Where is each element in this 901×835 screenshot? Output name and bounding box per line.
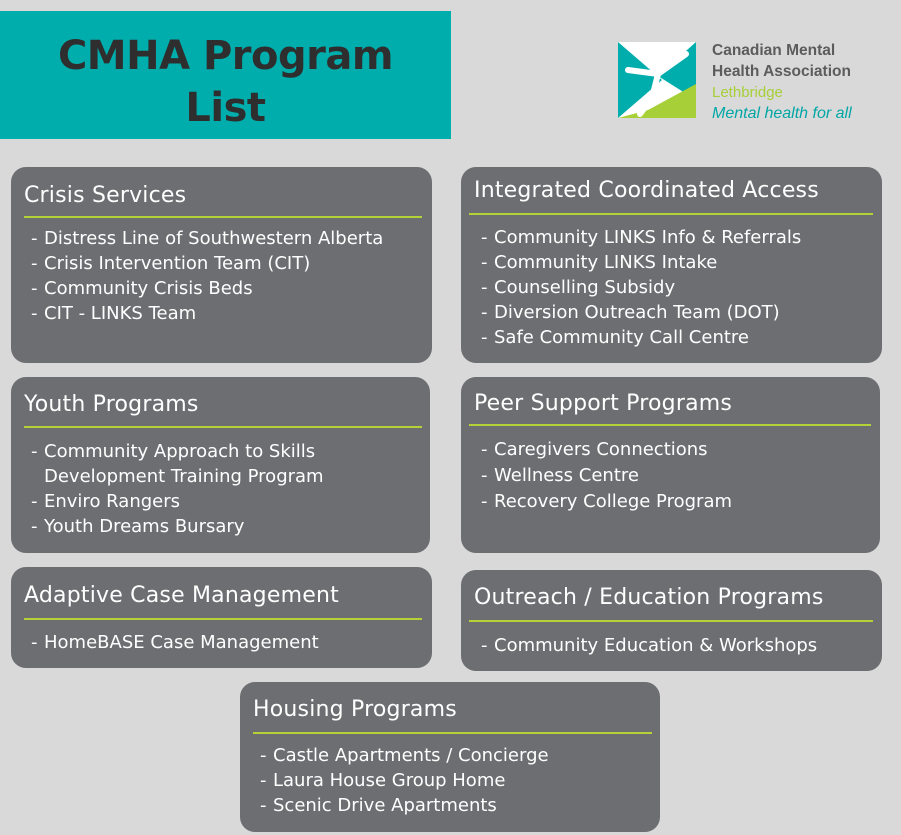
- list-item: - Enviro Rangers: [31, 491, 181, 512]
- card-outreach-education-programs: [461, 570, 882, 671]
- card-integrated-coordinated-access: [461, 167, 882, 363]
- list-item: - Counselling Subsidy: [481, 277, 676, 298]
- card-youth-programs: [11, 377, 430, 553]
- logo-text: [712, 40, 852, 124]
- heading-rule: [24, 216, 422, 218]
- list-item: - Community Education & Workshops: [481, 635, 818, 656]
- card-heading: Housing Programs: [253, 697, 457, 722]
- card-peer-support-programs: [461, 377, 880, 553]
- program-list: [31, 226, 383, 326]
- heading-rule: [253, 732, 652, 734]
- heading-rule: [24, 426, 422, 428]
- logo-tagline: Mental health for all: [712, 105, 852, 122]
- page-title-line2: List: [185, 85, 266, 131]
- card-crisis-services: [11, 167, 432, 363]
- page-title-line1: CMHA Program: [57, 33, 394, 79]
- cmha-logo: [618, 40, 888, 122]
- list-item: - Castle Apartments / Concierge: [260, 745, 549, 766]
- card-heading: Adaptive Case Management: [24, 583, 339, 608]
- list-item: - HomeBASE Case Management: [31, 632, 319, 653]
- list-item: - Diversion Outreach Team (DOT): [481, 302, 780, 323]
- heading-rule: [24, 618, 422, 620]
- heading-rule: [469, 424, 871, 426]
- list-item: - Youth Dreams Bursary: [31, 516, 245, 537]
- card-housing-programs: [240, 682, 660, 832]
- heading-rule: [469, 213, 873, 215]
- program-list: [481, 633, 817, 658]
- list-item: - Wellness Centre: [481, 465, 639, 486]
- list-item: - Crisis Intervention Team (CIT): [31, 253, 311, 274]
- program-list: [481, 225, 801, 350]
- list-item: - CIT - LINKS Team: [31, 303, 197, 324]
- card-heading: Peer Support Programs: [474, 391, 733, 416]
- logo-line2: Health Association: [712, 63, 851, 80]
- card-heading: Crisis Services: [24, 183, 187, 208]
- card-heading: Integrated Coordinated Access: [474, 178, 819, 203]
- heading-rule: [469, 620, 873, 622]
- list-item: - Scenic Drive Apartments: [260, 795, 497, 816]
- list-item: - Community Approach to Skills Development Training Program: [31, 441, 324, 487]
- program-list: [481, 437, 732, 515]
- list-item: - Caregivers Connections: [481, 439, 708, 460]
- logo-line3: Lethbridge: [712, 84, 783, 101]
- cmha-figure-icon: [618, 40, 698, 120]
- card-adaptive-case-management: [11, 567, 432, 668]
- list-item: - Recovery College Program: [481, 491, 733, 512]
- list-item: - Laura House Group Home: [260, 770, 506, 791]
- list-item: - Community LINKS Info & Referrals: [481, 227, 802, 248]
- card-heading: Youth Programs: [24, 392, 199, 417]
- list-item: - Community Crisis Beds: [31, 278, 253, 299]
- title-banner: [0, 11, 451, 139]
- program-list: [31, 630, 319, 655]
- list-item: - Distress Line of Southwestern Alberta: [31, 228, 384, 249]
- card-heading: Outreach / Education Programs: [474, 585, 824, 610]
- logo-line1: Canadian Mental: [712, 42, 836, 59]
- list-item: - Safe Community Call Centre: [481, 327, 749, 348]
- list-item: - Community LINKS Intake: [481, 252, 718, 273]
- program-list: [260, 743, 549, 818]
- program-list: [31, 439, 324, 539]
